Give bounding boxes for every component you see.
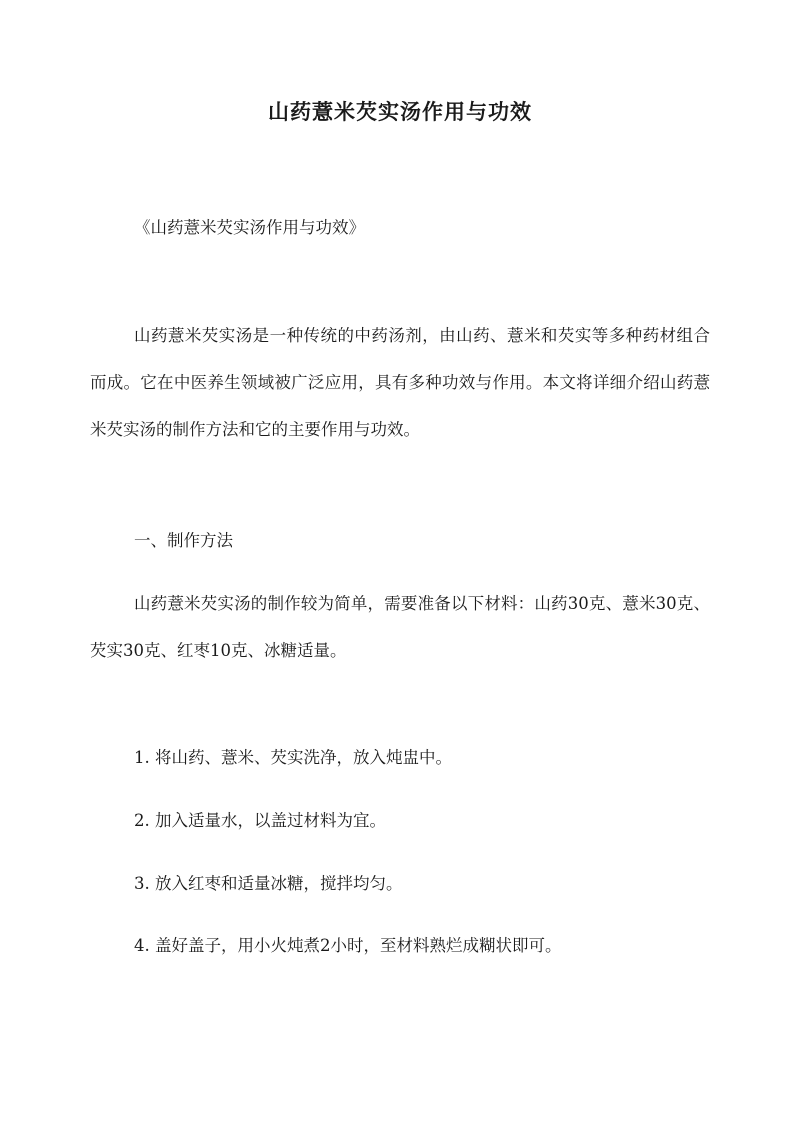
step-4: 4. 盖好盖子，用小火炖煮2小时，至材料熟烂成糊状即可。 xyxy=(134,936,562,955)
section-heading: 一、制作方法 xyxy=(134,531,233,550)
document-title: 山药薏米芡实汤作用与功效 xyxy=(268,99,532,124)
materials-paragraph: 山药薏米芡实汤的制作较为简单，需要准备以下材料：山药30克、薏米30克、芡实30克、红枣10克、冰糖适量。 xyxy=(90,594,710,660)
intro-paragraph: 山药薏米芡实汤是一种传统的中药汤剂，由山药、薏米和芡实等多种药材组合而成。它在中医养生领域被广泛应用，具有多种功效与作用。本文将详细介绍山药薏米芡实汤的制作方法和它的主要作用与功效。 xyxy=(90,326,710,439)
document-subtitle: 《山药薏米芡实汤作用与功效》 xyxy=(134,218,365,237)
step-2: 2. 加入适量水，以盖过材料为宜。 xyxy=(134,811,386,830)
step-1: 1. 将山药、薏米、芡实洗净，放入炖盅中。 xyxy=(134,748,452,767)
step-3: 3. 放入红枣和适量冰糖，搅拌均匀。 xyxy=(134,874,403,893)
